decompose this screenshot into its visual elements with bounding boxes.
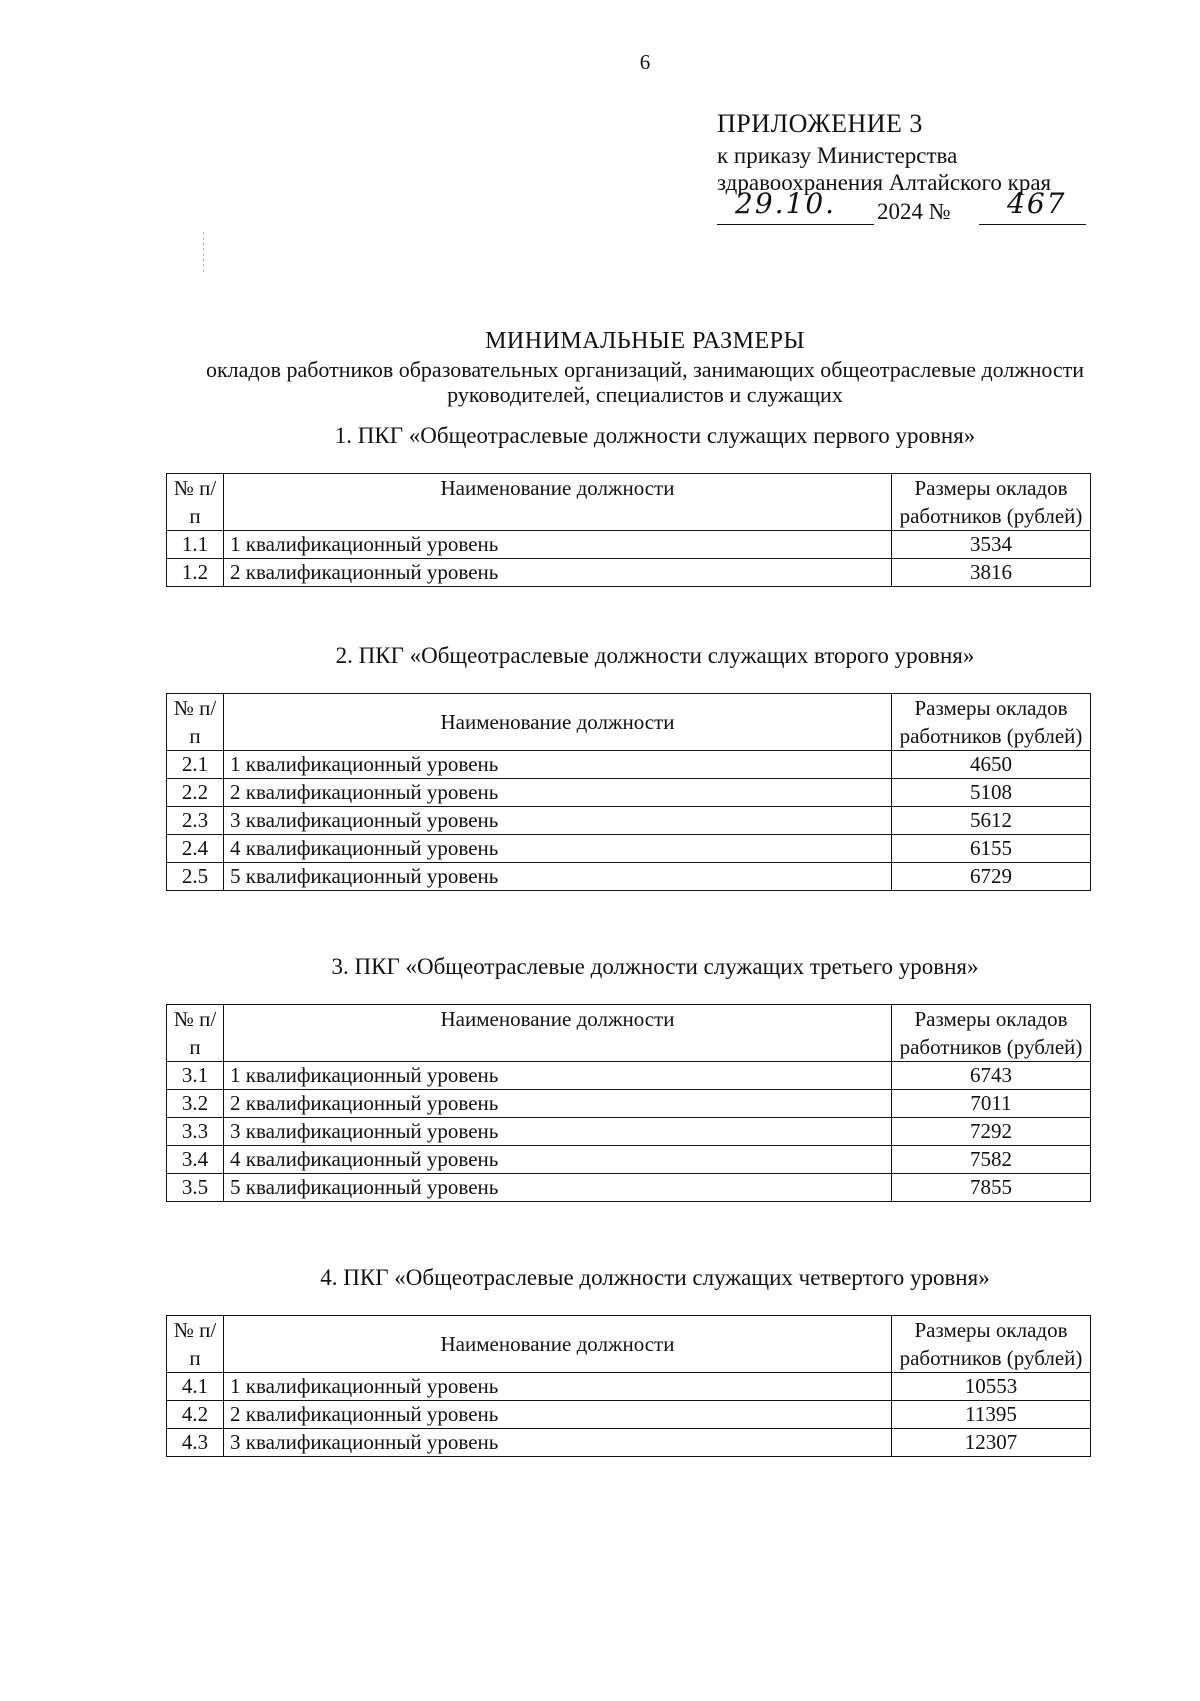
row-salary: 5612 xyxy=(892,807,1091,835)
row-num: 4.3 xyxy=(167,1429,224,1457)
row-name: 1 квалификационный уровень xyxy=(224,1373,892,1401)
header-salary: Размеры окладов работников (рублей) xyxy=(892,1316,1091,1373)
row-salary: 12307 xyxy=(892,1429,1091,1457)
header-name: Наименование должности xyxy=(224,1005,892,1062)
header-num: № п/п xyxy=(167,694,224,751)
row-salary: 7855 xyxy=(892,1174,1091,1202)
section-3-title: 3. ПКГ «Общеотраслевые должности служащих третьего уровня» xyxy=(331,954,979,979)
row-name: 3 квалификационный уровень xyxy=(224,1118,892,1146)
row-salary: 6155 xyxy=(892,835,1091,863)
table-row xyxy=(167,779,1091,807)
row-name: 1 квалификационный уровень xyxy=(224,1062,892,1090)
row-num: 3.2 xyxy=(167,1090,224,1118)
appendix-line-1: к приказу Министерства xyxy=(717,143,958,168)
row-num: 4.1 xyxy=(167,1373,224,1401)
row-salary: 7292 xyxy=(892,1118,1091,1146)
table-row xyxy=(167,559,1091,587)
header-num: № п/п xyxy=(167,474,224,531)
row-name: 5 квалификационный уровень xyxy=(224,1174,892,1202)
table-row xyxy=(167,1373,1091,1401)
handwritten-number: 467 xyxy=(1007,187,1067,220)
section-2-title: 2. ПКГ «Общеотраслевые должности служащих второго уровня» xyxy=(335,643,975,668)
appendix-date-line xyxy=(717,187,1137,228)
year-label: 2024 № xyxy=(877,199,951,224)
row-salary: 7011 xyxy=(892,1090,1091,1118)
table-header-row xyxy=(167,1316,1091,1373)
table-row xyxy=(167,1401,1091,1429)
row-num: 2.2 xyxy=(167,779,224,807)
appendix-block xyxy=(717,110,1137,228)
section-1-title: 1. ПКГ «Общеотраслевые должности служащих первого уровня» xyxy=(334,423,976,448)
header-salary: Размеры окладов работников (рублей) xyxy=(892,474,1091,531)
appendix-heading: ПРИЛОЖЕНИЕ 3 xyxy=(717,109,923,138)
row-name: 3 квалификационный уровень xyxy=(224,807,892,835)
row-salary: 6729 xyxy=(892,863,1091,891)
row-salary: 11395 xyxy=(892,1401,1091,1429)
row-name: 2 квалификационный уровень xyxy=(224,559,892,587)
row-num: 3.1 xyxy=(167,1062,224,1090)
handwritten-date: 29.10. xyxy=(735,187,837,220)
row-salary: 3534 xyxy=(892,531,1091,559)
row-salary: 10553 xyxy=(892,1373,1091,1401)
scan-artifact xyxy=(203,232,204,272)
header-num: № п/п xyxy=(167,1005,224,1062)
table-row xyxy=(167,1429,1091,1457)
header-name: Наименование должности xyxy=(224,1316,892,1373)
header-num: № п/п xyxy=(167,1316,224,1373)
row-name: 2 квалификационный уровень xyxy=(224,779,892,807)
row-num: 3.5 xyxy=(167,1174,224,1202)
row-name: 2 квалификационный уровень xyxy=(224,1090,892,1118)
row-num: 2.1 xyxy=(167,751,224,779)
table-header-row xyxy=(167,474,1091,531)
table-header-row xyxy=(167,1005,1091,1062)
header-name: Наименование должности xyxy=(224,694,892,751)
row-num: 4.2 xyxy=(167,1401,224,1429)
row-num: 2.5 xyxy=(167,863,224,891)
row-num: 1.1 xyxy=(167,531,224,559)
row-name: 3 квалификационный уровень xyxy=(224,1429,892,1457)
table-row xyxy=(167,1090,1091,1118)
table-row xyxy=(167,1062,1091,1090)
row-num: 3.3 xyxy=(167,1118,224,1146)
table-header-row xyxy=(167,694,1091,751)
table-row xyxy=(167,1146,1091,1174)
row-name: 1 квалификационный уровень xyxy=(224,531,892,559)
number-underline xyxy=(979,224,1086,225)
row-salary: 7582 xyxy=(892,1146,1091,1174)
row-num: 3.4 xyxy=(167,1146,224,1174)
row-name: 1 квалификационный уровень xyxy=(224,751,892,779)
table-row xyxy=(167,1118,1091,1146)
row-num: 2.3 xyxy=(167,807,224,835)
document-title: МИНИМАЛЬНЫЕ РАЗМЕРЫ xyxy=(485,328,805,354)
row-num: 1.2 xyxy=(167,559,224,587)
table-row xyxy=(167,807,1091,835)
row-name: 4 квалификационный уровень xyxy=(224,1146,892,1174)
appendix-line-2: здравоохранения Алтайского края xyxy=(717,170,1052,195)
section-1-table xyxy=(166,473,1091,587)
section-2-table xyxy=(166,693,1091,891)
header-salary: Размеры окладов работников (рублей) xyxy=(892,694,1091,751)
table-row xyxy=(167,531,1091,559)
row-name: 2 квалификационный уровень xyxy=(224,1401,892,1429)
section-3-table xyxy=(166,1004,1091,1202)
section-4-table xyxy=(166,1315,1091,1457)
row-name: 5 квалификационный уровень xyxy=(224,863,892,891)
row-num: 2.4 xyxy=(167,835,224,863)
table-row xyxy=(167,835,1091,863)
row-salary: 6743 xyxy=(892,1062,1091,1090)
section-4-title: 4. ПКГ «Общеотраслевые должности служащих четвертого уровня» xyxy=(320,1265,990,1290)
row-salary: 3816 xyxy=(892,559,1091,587)
date-underline xyxy=(717,224,874,225)
row-salary: 5108 xyxy=(892,779,1091,807)
row-salary: 4650 xyxy=(892,751,1091,779)
table-row xyxy=(167,751,1091,779)
table-row xyxy=(167,1174,1091,1202)
header-salary: Размеры окладов работников (рублей) xyxy=(892,1005,1091,1062)
table-row xyxy=(167,863,1091,891)
header-name: Наименование должности xyxy=(224,474,892,531)
page-number: 6 xyxy=(639,50,651,74)
row-name: 4 квалификационный уровень xyxy=(224,835,892,863)
document-subtitle: окладов работников образовательных организаций, занимающих общеотраслевые должности руководителей, специалистов и служащих xyxy=(205,357,1085,407)
